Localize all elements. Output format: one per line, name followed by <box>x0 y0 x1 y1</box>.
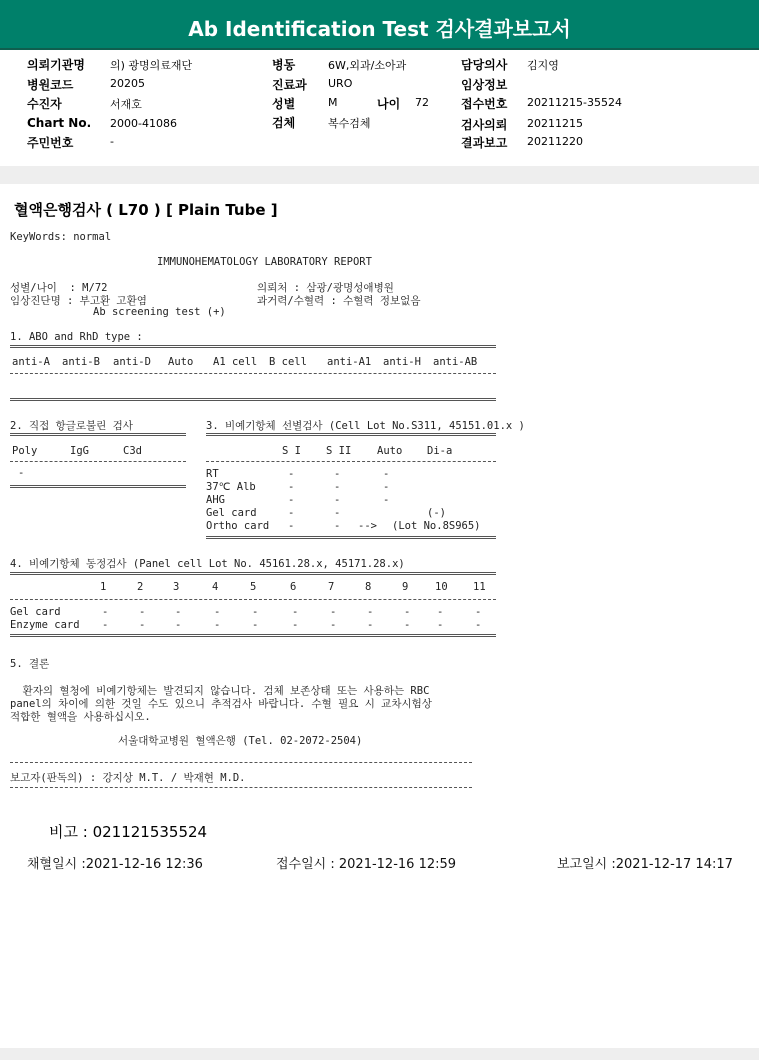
hospital-code-value: 20205 <box>110 77 145 90</box>
report-time-value: 2021-12-17 14:17 <box>615 857 733 872</box>
screen-col-di-a: Di-a <box>427 445 453 457</box>
abo-col-anti-d: anti-D <box>113 356 151 368</box>
abo-col-anti-a: anti-A <box>12 356 50 368</box>
abo-bottom-rule <box>10 398 496 401</box>
sex-label: 성별 <box>272 97 296 111</box>
screen-top-rule <box>206 433 496 436</box>
abo-col-a1-cell: A1 cell <box>213 356 258 368</box>
panel-row-label: Gel card <box>10 606 61 618</box>
dept-value: URO <box>328 77 353 90</box>
screen-cell: - <box>334 481 341 493</box>
abo-col-b-cell: B cell <box>269 356 307 368</box>
conclusion-line: 적합한 혈액을 사용하십시오. <box>10 711 151 723</box>
note-label: 비고 : <box>49 823 93 841</box>
specimen-value: 복수검체 <box>328 117 371 130</box>
panel-cell: - <box>367 606 374 618</box>
panel-cell: - <box>175 619 182 631</box>
panel-cell: - <box>139 619 146 631</box>
dat-col-poly: Poly <box>12 445 38 457</box>
screen-cell: --> <box>358 520 377 532</box>
panel-col-2: 2 <box>137 581 144 593</box>
panel-cell: - <box>330 619 337 631</box>
dat-section-title: 2. 직접 항글로불린 검사 <box>10 420 133 432</box>
receipt-value: 2021-12-16 12:59 <box>338 857 457 872</box>
history-line: 과거력/수혈력 : 수혈력 정보없음 <box>257 295 421 307</box>
screen-row-label: 37℃ Alb <box>206 481 256 493</box>
panel-cell: - <box>102 619 109 631</box>
screen-mid-rule <box>206 461 496 462</box>
receipt-no-label: 접수번호 <box>461 97 508 111</box>
sex-age-line: 성별/나이 : M/72 <box>10 282 108 294</box>
abo-col-auto: Auto <box>168 356 194 368</box>
doctor-label: 담당의사 <box>461 58 508 72</box>
screen-cell: - <box>383 481 390 493</box>
screen-cell: - <box>288 520 295 532</box>
screen-cell: (Lot No.8S965) <box>392 520 481 532</box>
collection-label: 채혈일시 : <box>27 857 86 872</box>
screen-row-label: Gel card <box>206 507 257 519</box>
panel-cell: - <box>102 606 109 618</box>
bottom-bar <box>0 1048 759 1060</box>
panel-cell: - <box>139 606 146 618</box>
panel-cell: - <box>292 619 299 631</box>
ward-value: 6W,외과/소아과 <box>328 59 407 72</box>
panel-cell: - <box>475 619 482 631</box>
report-datetime <box>557 853 733 872</box>
blood-bank-contact: 서울대학교병원 혈액은행 (Tel. 02-2072-2504) <box>118 735 363 747</box>
panel-col-11: 11 <box>473 581 486 593</box>
receipt-datetime <box>276 853 456 872</box>
panel-col-1: 1 <box>100 581 107 593</box>
dat-poly-value: - <box>18 467 25 479</box>
panel-col-6: 6 <box>290 581 297 593</box>
specimen-label: 검체 <box>272 116 296 130</box>
dat-top-rule <box>10 433 186 436</box>
conclusion-line: panel의 차이에 의한 것일 수도 있으니 추적검사 바랍니다. 수혈 필요 시 교차시험상 <box>10 698 432 710</box>
panel-cell: - <box>214 619 221 631</box>
reporter-line: 보고자(판독의) : 강지상 M.T. / 박재현 M.D. <box>10 772 246 784</box>
ward-label: 병동 <box>272 58 296 72</box>
screen-cell: - <box>334 494 341 506</box>
screen-cell: - <box>383 468 390 480</box>
abo-top-rule <box>10 345 496 348</box>
panel-col-5: 5 <box>250 581 257 593</box>
panel-bottom-rule <box>10 634 496 637</box>
collection-datetime <box>27 853 203 872</box>
reporter-top-rule <box>10 762 472 763</box>
panel-col-9: 9 <box>402 581 409 593</box>
panel-cell: - <box>330 606 337 618</box>
panel-cell: - <box>404 606 411 618</box>
panel-cell: - <box>252 619 259 631</box>
panel-cell: - <box>437 619 444 631</box>
panel-col-8: 8 <box>365 581 372 593</box>
dat-col-c3d: C3d <box>123 445 142 457</box>
panel-mid-rule <box>10 599 496 600</box>
screen-row-label: Ortho card <box>206 520 270 532</box>
doctor-value: 김지영 <box>527 59 559 72</box>
resident-no-value: - <box>110 135 114 148</box>
hospital-code-label: 병원코드 <box>27 78 74 92</box>
dat-col-igg: IgG <box>70 445 89 457</box>
dept-label: 진료과 <box>272 78 307 92</box>
keywords: KeyWords: normal <box>10 231 112 243</box>
section-separator <box>0 166 759 184</box>
institution-value: 의) 광명의료재단 <box>110 59 193 72</box>
receipt-label: 접수일시 : <box>276 857 339 872</box>
screening-line: Ab screening test (+) <box>93 306 226 318</box>
screen-col-auto: Auto <box>377 445 403 457</box>
abo-col-anti-a1: anti-A1 <box>327 356 372 368</box>
test-section-title: 혈액은행검사 ( L70 ) [ Plain Tube ] <box>14 201 278 219</box>
screen-col-s1: S I <box>282 445 301 457</box>
screen-cell: - <box>334 520 341 532</box>
chart-no-value: 2000-41086 <box>110 117 177 130</box>
screen-row-label: RT <box>206 468 219 480</box>
abo-mid-rule <box>10 373 496 374</box>
panel-col-7: 7 <box>328 581 335 593</box>
screen-cell: - <box>334 468 341 480</box>
conclusion-title: 5. 결론 <box>10 658 50 670</box>
recipient-value: 서재호 <box>110 98 142 111</box>
screen-cell: - <box>288 507 295 519</box>
screen-cell: - <box>288 494 295 506</box>
panel-top-rule <box>10 572 496 575</box>
patient-info-panel <box>0 50 759 167</box>
collection-value: 2021-12-16 12:36 <box>85 857 203 872</box>
screen-cell: - <box>334 507 341 519</box>
screen-cell: - <box>288 481 295 493</box>
panel-col-4: 4 <box>212 581 219 593</box>
diagnosis-line: 임상진단명 : 부고환 고환염 <box>10 295 147 307</box>
abo-col-anti-h: anti-H <box>383 356 421 368</box>
panel-cell: - <box>214 606 221 618</box>
request-label: 검사의뢰 <box>461 118 508 132</box>
panel-cell: - <box>175 606 182 618</box>
age-value: 72 <box>415 96 429 109</box>
report-header <box>0 0 759 50</box>
institution-label: 의뢰기관명 <box>27 58 85 72</box>
abo-section-title: 1. ABO and RhD type : <box>10 331 143 343</box>
panel-col-10: 10 <box>435 581 448 593</box>
panel-col-3: 3 <box>173 581 180 593</box>
abo-col-anti-b: anti-B <box>62 356 100 368</box>
recipient-label: 수진자 <box>27 97 62 111</box>
chart-no-label: Chart No. <box>27 116 92 130</box>
screen-cell: (-) <box>427 507 446 519</box>
conclusion-line: 환자의 혈청에 비예기항체는 발견되지 않습니다. 검체 보존상태 또는 사용하는 RBC <box>10 685 430 697</box>
dat-bottom-rule <box>10 485 186 488</box>
dat-mid-rule <box>10 461 186 462</box>
screen-col-s2: S II <box>326 445 352 457</box>
screen-cell: - <box>288 468 295 480</box>
screen-section-title: 3. 비예기항체 선별검사 (Cell Lot No.S311, 45151.01.x ) <box>206 420 525 432</box>
panel-cell: - <box>292 606 299 618</box>
note-row <box>49 821 207 842</box>
clinical-info-label: 임상정보 <box>461 78 508 92</box>
panel-cell: - <box>437 606 444 618</box>
panel-section-title: 4. 비예기항체 동정검사 (Panel cell Lot No. 45161.28.x, 45171.28.x) <box>10 558 405 570</box>
panel-cell: - <box>404 619 411 631</box>
report-time-label: 보고일시 : <box>557 857 616 872</box>
screen-cell: - <box>383 494 390 506</box>
panel-cell: - <box>475 606 482 618</box>
screen-row-label: AHG <box>206 494 225 506</box>
panel-row-label: Enzyme card <box>10 619 80 631</box>
note-value: 021121535524 <box>92 823 208 841</box>
age-label: 나이 <box>377 97 401 111</box>
panel-cell: - <box>367 619 374 631</box>
requester-line: 의뢰처 : 삼광/광명성애병원 <box>257 282 394 294</box>
report-title: Ab Identification Test 검사결과보고서 <box>188 17 571 41</box>
receipt-no-value: 20211215-35524 <box>527 96 622 109</box>
report-label: 결과보고 <box>461 136 508 150</box>
sex-value: M <box>328 96 338 109</box>
abo-col-anti-ab: anti-AB <box>433 356 478 368</box>
lab-report-title: IMMUNOHEMATOLOGY LABORATORY REPORT <box>157 256 372 268</box>
screen-bottom-rule <box>206 536 496 539</box>
report-date-value: 20211220 <box>527 135 583 148</box>
panel-cell: - <box>252 606 259 618</box>
reporter-bottom-rule <box>10 787 472 788</box>
request-date-value: 20211215 <box>527 117 583 130</box>
resident-no-label: 주민번호 <box>27 136 74 150</box>
